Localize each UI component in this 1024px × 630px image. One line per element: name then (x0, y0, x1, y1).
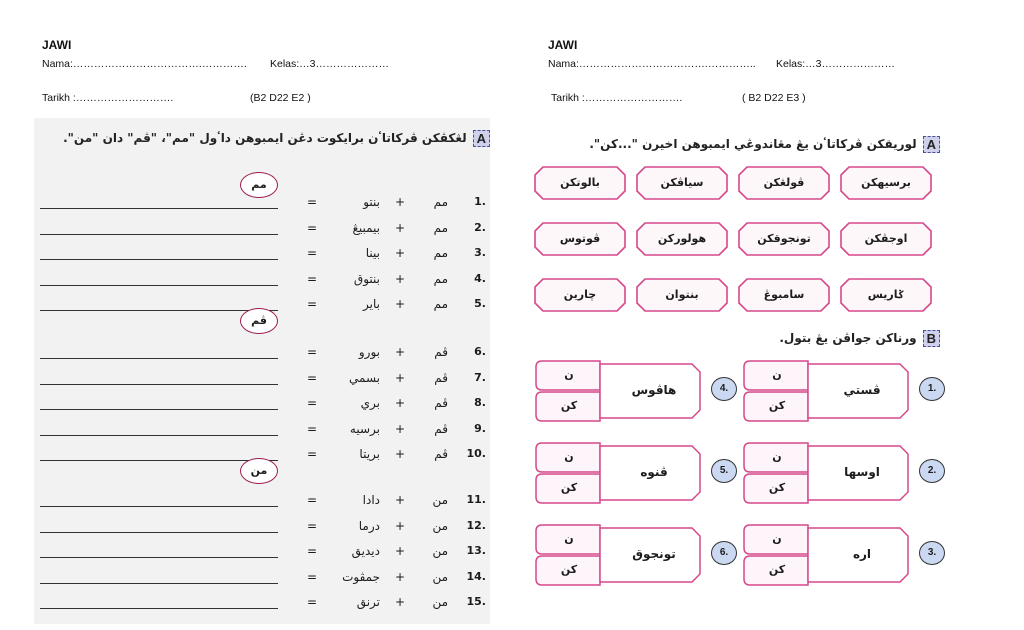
item-number-badge: 6. (711, 541, 737, 565)
left-instruction-text: لڠكڤكن ڤركاتاٴن برايكوت دڠن ايمبوهن داٴول "مم"، "ڤم" دان "من". (63, 131, 467, 145)
base-word: اره (852, 547, 872, 561)
root-word: ترنق (356, 595, 380, 609)
right-section-a-badge: A (923, 136, 940, 153)
root-word: بسمي (349, 371, 380, 385)
prefix-word: مم (433, 297, 448, 311)
right-section-b-instruction (779, 330, 940, 347)
word-option-box[interactable] (636, 166, 728, 200)
word-option-box[interactable] (840, 278, 932, 312)
left-section-a-badge: A (473, 130, 490, 147)
word-option-text: سياڤكن (660, 176, 704, 189)
word-option-text: برسيهكن (861, 176, 911, 189)
plus-sign: + (394, 371, 406, 385)
option-kan[interactable]: كن (560, 563, 578, 576)
answer-line[interactable] (40, 506, 278, 507)
root-word: بورو (358, 345, 380, 359)
left-subject-title: JAWI (42, 38, 72, 52)
item-number-badge: 2. (919, 459, 945, 483)
equals-sign: = (306, 221, 318, 235)
plus-sign: + (394, 195, 406, 209)
plus-sign: + (394, 493, 406, 507)
root-word: درما (358, 519, 380, 533)
base-word: هاڤوس (631, 383, 677, 397)
left-name-field[interactable]: Nama:……………………………….…………. (42, 58, 247, 70)
question-number: 1. (474, 195, 486, 208)
question-number: 14. (466, 570, 486, 583)
left-worksheet-code: (B2 D22 E2 ) (250, 92, 311, 104)
prefix-bubble-1: مم (240, 172, 278, 198)
answer-line[interactable] (40, 460, 278, 461)
plus-sign: + (394, 345, 406, 359)
root-word: بنتوق (353, 272, 380, 286)
left-class-field[interactable]: Kelas:…3………………… (270, 58, 390, 70)
base-word: اوسها (844, 465, 880, 479)
base-word: ڤستي (843, 383, 881, 397)
answer-line[interactable] (40, 310, 278, 311)
matching-item (534, 360, 744, 422)
word-option-box[interactable] (738, 278, 830, 312)
prefix-bubble-3: من (240, 458, 278, 484)
word-option-box[interactable] (534, 222, 626, 256)
plus-sign: + (394, 422, 406, 436)
right-section-a-text: لوريقكن ڤركاتاٴن يڠ مڠاندوڠي ايمبوهن اخيرن "...كن". (589, 137, 917, 151)
matching-item (742, 442, 952, 504)
answer-line[interactable] (40, 285, 278, 286)
left-worksheet (34, 118, 490, 624)
right-name-field[interactable]: Nama:……………………………….………….. (548, 58, 756, 70)
question-number: 12. (466, 519, 486, 532)
left-instruction (63, 130, 490, 147)
question-number: 13. (466, 544, 486, 557)
matching-item (534, 524, 744, 586)
root-word: بينا (365, 246, 380, 260)
word-option-box[interactable] (738, 166, 830, 200)
answer-line[interactable] (40, 435, 278, 436)
question-number: 8. (474, 396, 486, 409)
right-date-field[interactable]: Tarikh :………………………. (551, 92, 683, 104)
question-number: 6. (474, 345, 486, 358)
question-number: 11. (466, 493, 486, 506)
option-nun[interactable]: ن (772, 532, 782, 545)
answer-line[interactable] (40, 409, 278, 410)
equals-sign: = (306, 396, 318, 410)
question-number: 3. (474, 246, 486, 259)
answer-line[interactable] (40, 208, 278, 209)
root-word: دادا (362, 493, 380, 507)
prefix-word: من (432, 595, 448, 609)
answer-line[interactable] (40, 608, 278, 609)
equals-sign: = (306, 570, 318, 584)
option-nun[interactable]: ن (772, 368, 782, 381)
word-option-box[interactable] (840, 222, 932, 256)
plus-sign: + (394, 396, 406, 410)
question-number: 2. (474, 221, 486, 234)
question-number: 4. (474, 272, 486, 285)
item-number-badge: 4. (711, 377, 737, 401)
answer-line[interactable] (40, 557, 278, 558)
plus-sign: + (394, 544, 406, 558)
item-number-badge: 3. (919, 541, 945, 565)
option-kan[interactable]: كن (768, 481, 786, 494)
right-subject-title: JAWI (548, 38, 578, 52)
prefix-word: مم (433, 246, 448, 260)
option-kan[interactable]: كن (560, 481, 578, 494)
left-date-field[interactable]: Tarikh :………………………. (42, 92, 174, 104)
root-word: بنتو (363, 195, 380, 209)
answer-line[interactable] (40, 532, 278, 533)
right-section-b-text: ورناكن جواڤن يڠ بتول. (779, 331, 917, 345)
answer-line[interactable] (40, 234, 278, 235)
prefix-word: من (432, 544, 448, 558)
root-word: جمڤوت (342, 570, 380, 584)
question-number: 5. (474, 297, 486, 310)
equals-sign: = (306, 246, 318, 260)
root-word: بري (360, 396, 380, 410)
prefix-word: مم (433, 272, 448, 286)
prefix-word: مم (433, 221, 448, 235)
question-number: 15. (466, 595, 486, 608)
word-option-text: هولوركن (657, 232, 707, 245)
question-number: 9. (474, 422, 486, 435)
word-option-text: بنتوان (665, 288, 699, 301)
prefix-word: ڤم (434, 422, 448, 436)
answer-line[interactable] (40, 583, 278, 584)
prefix-bubble-2: ڤم (240, 308, 278, 334)
equals-sign: = (306, 195, 318, 209)
equals-sign: = (306, 544, 318, 558)
word-option-text: سامبوڠ (763, 288, 805, 301)
prefix-word: من (432, 493, 448, 507)
answer-line[interactable] (40, 384, 278, 385)
root-word: بريتا (359, 447, 380, 461)
plus-sign: + (394, 519, 406, 533)
equals-sign: = (306, 595, 318, 609)
word-option-text: ڤوتوس (559, 232, 601, 245)
right-worksheet-code: ( B2 D22 E3 ) (742, 92, 806, 104)
right-section-a-instruction (589, 136, 940, 153)
plus-sign: + (394, 570, 406, 584)
right-worksheet (534, 126, 954, 608)
answer-line[interactable] (40, 358, 278, 359)
word-option-text: ݢاريس (867, 288, 905, 301)
option-nun[interactable]: ن (564, 450, 574, 463)
matching-item (742, 360, 952, 422)
prefix-word: ڤم (434, 371, 448, 385)
root-word: بيمبيڠ (352, 221, 380, 235)
equals-sign: = (306, 493, 318, 507)
base-word: تونجوق (632, 547, 676, 561)
prefix-word: ڤم (434, 447, 448, 461)
prefix-word: ڤم (434, 345, 448, 359)
option-kan[interactable]: كن (560, 399, 578, 412)
word-option-box[interactable] (534, 278, 626, 312)
right-class-field[interactable]: Kelas:…3………………… (776, 58, 896, 70)
root-word: باير (363, 297, 380, 311)
option-kan[interactable]: كن (768, 399, 786, 412)
question-number: 10. (466, 447, 486, 460)
equals-sign: = (306, 297, 318, 311)
equals-sign: = (306, 447, 318, 461)
option-nun[interactable]: ن (772, 450, 782, 463)
word-option-text: بالوتكن (560, 176, 600, 189)
option-kan[interactable]: كن (768, 563, 786, 576)
right-section-b-badge: B (923, 330, 940, 347)
option-nun[interactable]: ن (564, 532, 574, 545)
word-option-text: اوجڤكن (864, 232, 908, 245)
matching-item (742, 524, 952, 586)
prefix-word: من (432, 570, 448, 584)
plus-sign: + (394, 221, 406, 235)
option-nun[interactable]: ن (564, 368, 574, 381)
item-number-badge: 1. (919, 377, 945, 401)
equals-sign: = (306, 371, 318, 385)
equals-sign: = (306, 519, 318, 533)
plus-sign: + (394, 447, 406, 461)
equals-sign: = (306, 272, 318, 286)
word-option-box[interactable] (840, 166, 932, 200)
plus-sign: + (394, 595, 406, 609)
equals-sign: = (306, 422, 318, 436)
item-number-badge: 5. (711, 459, 737, 483)
word-option-box[interactable] (738, 222, 830, 256)
word-option-box[interactable] (636, 278, 728, 312)
question-number: 7. (474, 371, 486, 384)
equals-sign: = (306, 345, 318, 359)
answer-line[interactable] (40, 259, 278, 260)
base-word: ڤنوه (640, 465, 668, 479)
word-option-box[interactable] (534, 166, 626, 200)
root-word: ديديق (351, 544, 380, 558)
matching-item (534, 442, 744, 504)
word-option-text: تونجوقكن (757, 232, 811, 245)
word-option-text: ڤولڠكن (763, 176, 805, 189)
prefix-word: مم (433, 195, 448, 209)
plus-sign: + (394, 297, 406, 311)
prefix-word: ڤم (434, 396, 448, 410)
word-option-box[interactable] (636, 222, 728, 256)
plus-sign: + (394, 246, 406, 260)
root-word: برسيه (349, 422, 380, 436)
prefix-word: من (432, 519, 448, 533)
plus-sign: + (394, 272, 406, 286)
word-option-text: چارين (563, 288, 597, 301)
